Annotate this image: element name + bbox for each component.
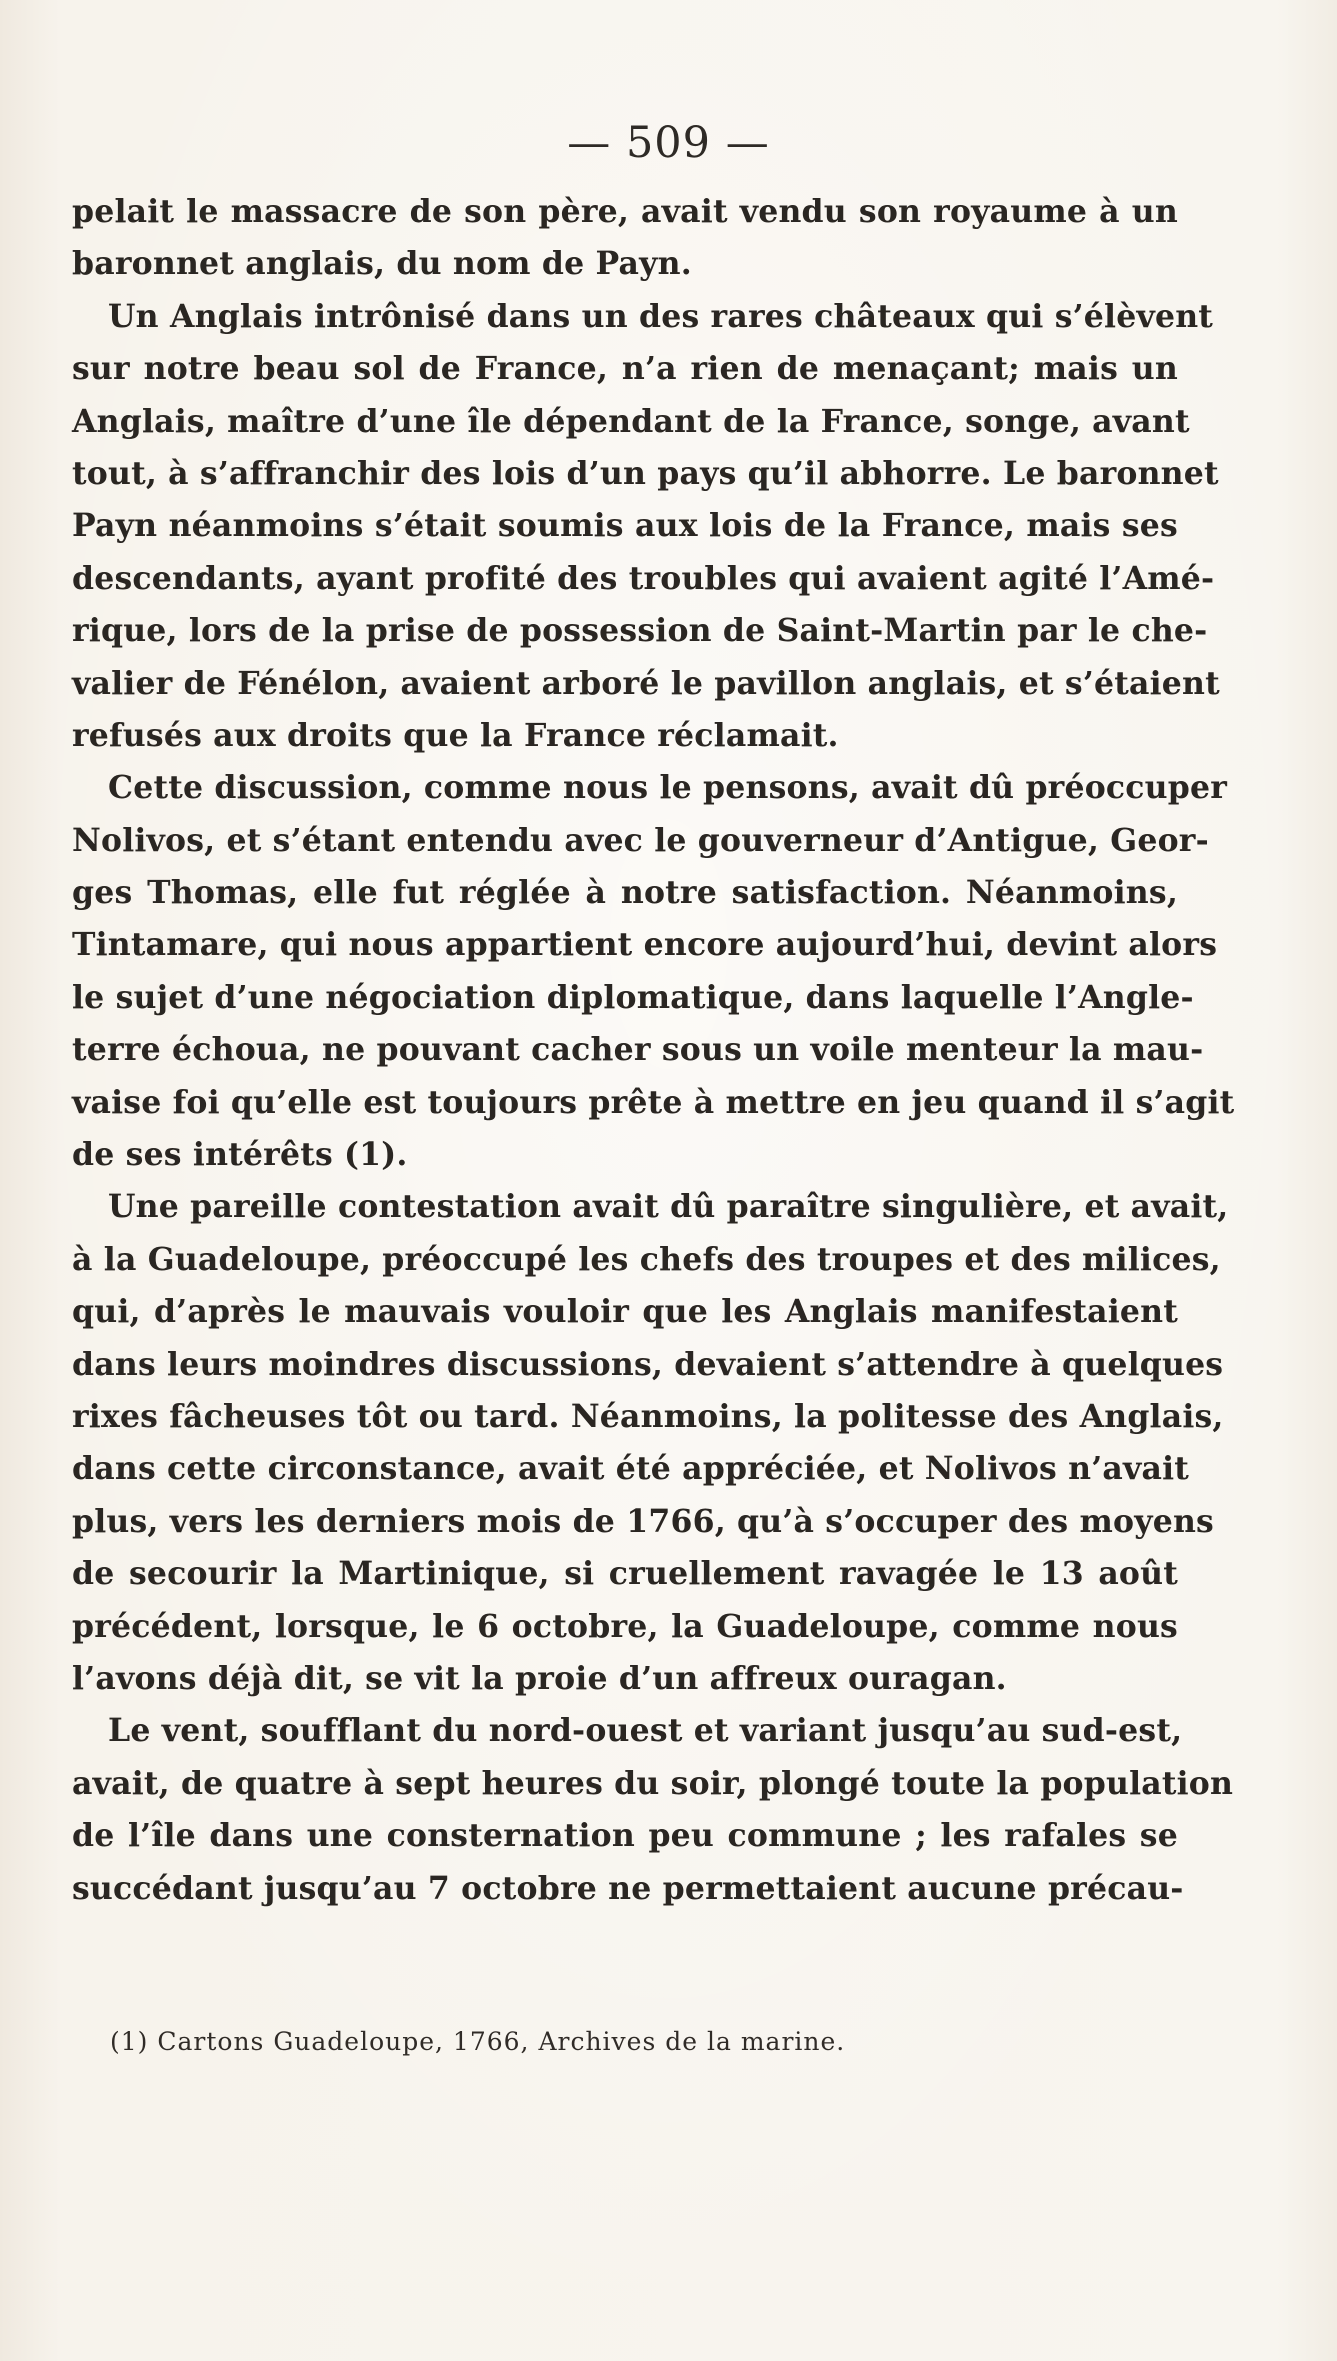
text-line: descendants, ayant profité des troubles qui avaient agité l’Amé-: [72, 559, 1215, 597]
text-line: de ses intérêts (1).: [72, 1136, 408, 1174]
text-line: Le vent, soufflant du nord-ouest et variant jusqu’au sud-est,: [108, 1712, 1183, 1750]
text-line: Anglais, maître d’une île dépendant de la France, songe, avant: [72, 402, 1190, 440]
footnote: (1) Cartons Guadeloupe, 1766, Archives de la marine.: [110, 2027, 846, 2056]
text-line: refusés aux droits que la France réclamait.: [72, 716, 839, 754]
text-line: Un Anglais intrônisé dans un des rares châteaux qui s’élèvent: [108, 297, 1214, 335]
text-line: précédent, lorsque, le 6 octobre, la Guadeloupe, comme nous: [72, 1607, 1178, 1645]
text-line: baronnet anglais, du nom de Payn.: [72, 245, 692, 283]
text-line: dans cette circonstance, avait été appréciée, et Nolivos n’avait: [72, 1450, 1190, 1488]
text-line: de secourir la Martinique, si cruellement ravagée le 13 août: [72, 1555, 1178, 1593]
text-line: avait, de quatre à sept heures du soir, plongé toute la population: [72, 1764, 1234, 1802]
text-line: l’avons déjà dit, se vit la proie d’un affreux ouragan.: [72, 1659, 1007, 1697]
text-line: ges Thomas, elle fut réglée à notre satisfaction. Néanmoins,: [72, 874, 1178, 912]
text-line: pelait le massacre de son père, avait vendu son royaume à un: [72, 193, 1178, 230]
text-line: succédant jusqu’au 7 octobre ne permettaient aucune précau-: [72, 1869, 1184, 1907]
text-line: Tintamare, qui nous appartient encore aujourd’hui, devint alors: [72, 926, 1218, 964]
text-line: à la Guadeloupe, préoccupé les chefs des troupes et des milices,: [72, 1240, 1221, 1278]
text-line: le sujet d’une négociation diplomatique, dans laquelle l’Angle-: [72, 978, 1194, 1016]
text-line: Payn néanmoins s’était soumis aux lois de la France, mais ses: [72, 507, 1178, 545]
text-line: Cette discussion, comme nous le pensons, avait dû préoccuper: [108, 769, 1228, 807]
body-text: [72, 186, 1235, 1915]
text-line: plus, vers les derniers mois de 1766, qu’à s’occuper des moyens: [72, 1502, 1214, 1540]
text-line: Nolivos, et s’étant entendu avec le gouverneur d’Antigue, Geor-: [72, 821, 1209, 859]
text-line: de l’île dans une consternation peu commune ; les rafales se: [72, 1817, 1178, 1855]
text-line: rixes fâcheuses tôt ou tard. Néanmoins, la politesse des Anglais,: [72, 1397, 1224, 1435]
page-number: — 509 —: [567, 118, 770, 168]
text-line: terre échoua, ne pouvant cacher sous un voile menteur la mau-: [72, 1031, 1204, 1069]
text-line: qui, d’après le mauvais vouloir que les Anglais manifestaient: [72, 1293, 1178, 1331]
text-line: vaise foi qu’elle est toujours prête à mettre en jeu quand il s’agit: [72, 1083, 1235, 1121]
text-line: Une pareille contestation avait dû paraître singulière, et avait,: [108, 1188, 1229, 1226]
text-line: valier de Fénélon, avaient arboré le pavillon anglais, et s’étaient: [72, 664, 1220, 702]
text-line: dans leurs moindres discussions, devaient s’attendre à quelques: [72, 1345, 1224, 1383]
text-line: rique, lors de la prise de possession de Saint-Martin par le che-: [72, 612, 1208, 650]
text-line: sur notre beau sol de France, n’a rien de menaçant; mais un: [72, 350, 1178, 388]
text-line: tout, à s’affranchir des lois d’un pays qu’il abhorre. Le baronnet: [72, 454, 1219, 492]
